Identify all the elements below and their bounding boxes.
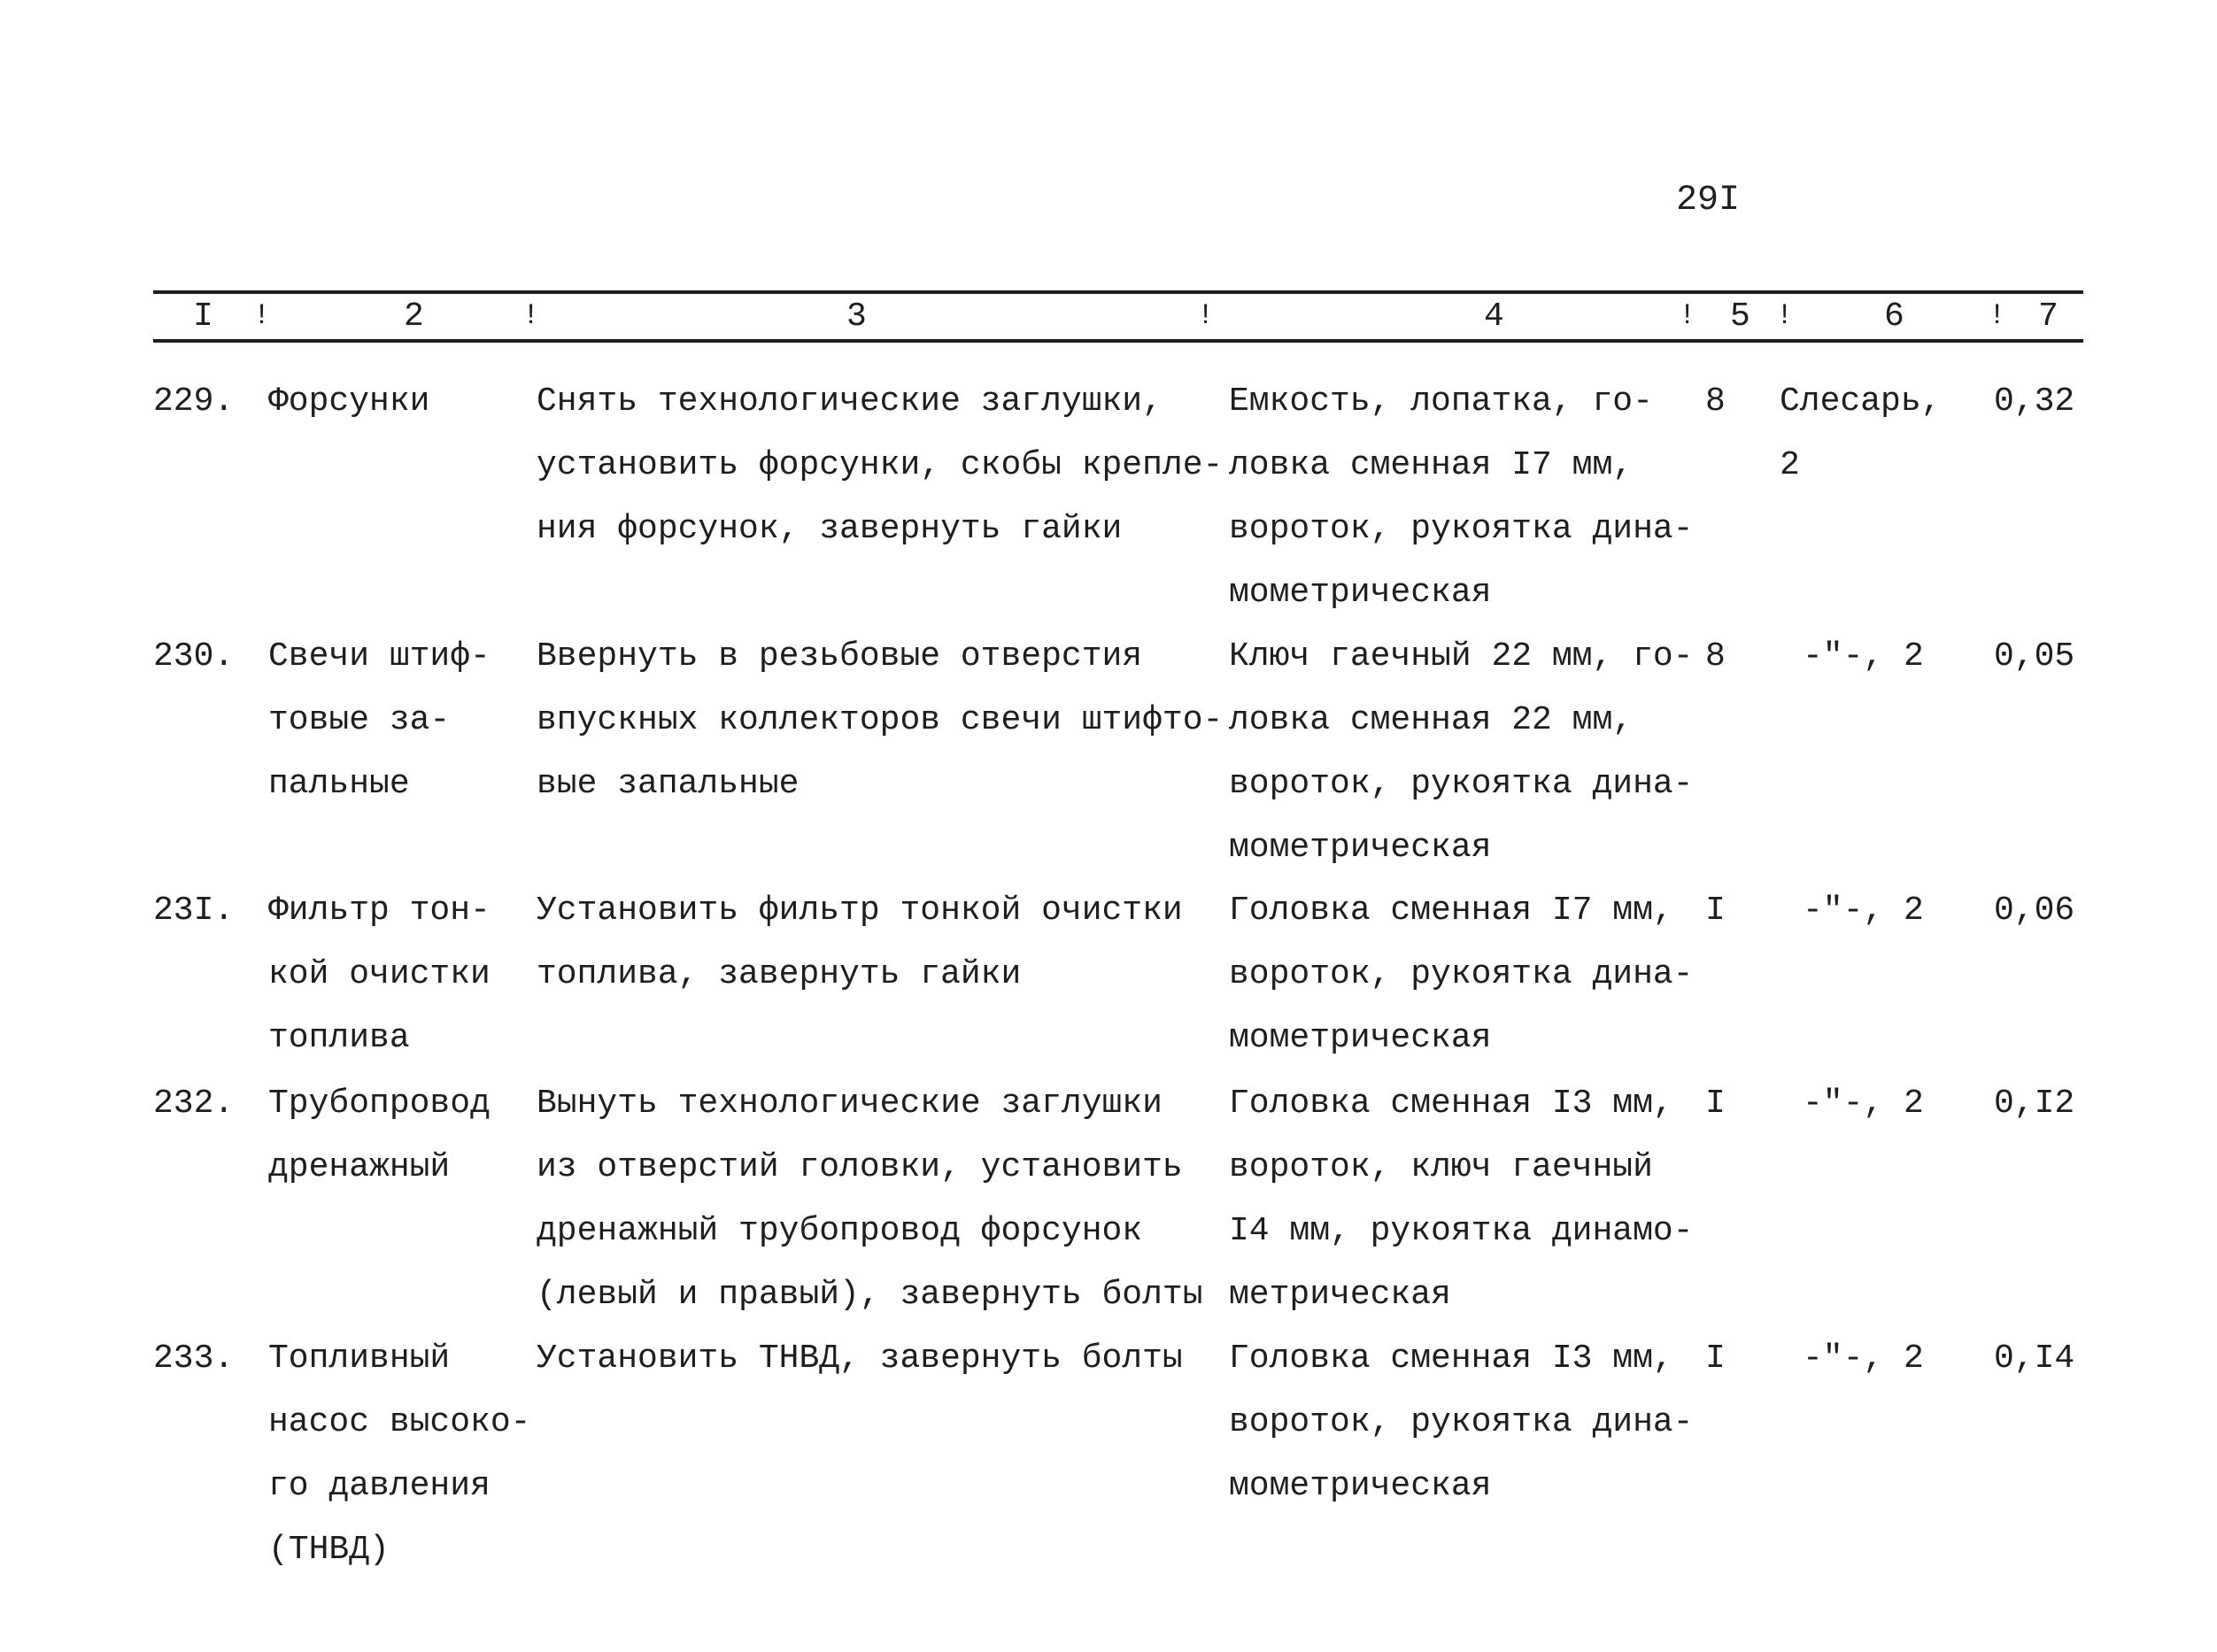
worker-category-line: 2	[1780, 446, 1800, 484]
tools-text	[1229, 625, 1694, 880]
item-name-line: (ТНВД)	[268, 1531, 390, 1569]
tools-text-line: вороток, рукоятка дина-	[1229, 1403, 1694, 1441]
col5-value: I	[1705, 1339, 1726, 1378]
header-separator: !	[1776, 299, 1794, 332]
item-name-line: насос высоко-	[268, 1403, 531, 1441]
item-name	[268, 879, 491, 1070]
header-col-4: 4	[1484, 297, 1504, 336]
col5-value: 8	[1705, 637, 1726, 675]
operation-text-line: Вынуть технологические заглушки	[537, 1085, 1163, 1123]
tools-text	[1229, 1327, 1694, 1518]
operation-text-line: топлива, завернуть гайки	[537, 955, 1022, 993]
tools-text-line: мометрическая	[1229, 1019, 1492, 1057]
row-number: 233.	[153, 1339, 235, 1378]
row-number: 232.	[153, 1085, 235, 1123]
tools-text-line: вороток, рукоятка дина-	[1229, 955, 1694, 993]
operation-text-line: установить форсунки, скобы крепле-	[537, 446, 1224, 484]
worker-category-line: -"-, 2	[1803, 1339, 1924, 1378]
tools-text-line: Головка сменная I3 мм,	[1229, 1085, 1673, 1123]
tools-text-line: мометрическая	[1229, 829, 1492, 867]
worker-category-line: -"-, 2	[1803, 637, 1924, 675]
tools-text-line: мометрическая	[1229, 1467, 1492, 1505]
operation-text-line: Установить ТНВД, завернуть болты	[537, 1339, 1183, 1378]
tools-text-line: вороток, рукоятка дина-	[1229, 765, 1694, 803]
header-col-3: 3	[846, 297, 867, 336]
tools-text-line: ловка сменная I7 мм,	[1229, 446, 1634, 484]
item-name-line: кой очистки	[268, 955, 491, 993]
header-col-1: I	[193, 297, 213, 336]
operation-text	[537, 370, 1223, 561]
worker-category	[1803, 1072, 1924, 1136]
worker-category-line: Слесарь,	[1780, 382, 1942, 421]
item-name	[268, 625, 491, 816]
tools-text-line: I4 мм, рукоятка динамо-	[1229, 1212, 1694, 1250]
header-separator: !	[1989, 299, 2006, 332]
operation-text-line: дренажный трубопровод форсунок	[537, 1212, 1143, 1250]
worker-category-line: -"-, 2	[1803, 892, 1924, 930]
header-bottom-rule	[153, 339, 2083, 343]
header-col-7: 7	[2038, 297, 2059, 336]
col5-value: I	[1705, 892, 1726, 930]
item-name-line: го давления	[268, 1467, 491, 1505]
item-name	[268, 370, 429, 434]
time-norm: 0,I4	[1994, 1339, 2075, 1378]
operation-text-line: Снять технологические заглушки,	[537, 382, 1163, 421]
operation-text-line: впускных коллекторов свечи штифто-	[537, 701, 1224, 739]
header-separator: !	[522, 299, 540, 332]
header-col-5: 5	[1730, 297, 1750, 336]
tools-text	[1229, 370, 1694, 625]
worker-category	[1803, 625, 1924, 689]
worker-category	[1803, 1327, 1924, 1391]
header-top-rule	[153, 290, 2083, 294]
operation-text-line: (левый и правый), завернуть болты	[537, 1276, 1203, 1314]
time-norm: 0,06	[1994, 892, 2075, 930]
worker-category	[1780, 370, 1941, 498]
item-name-line: Трубопровод	[268, 1085, 491, 1123]
header-col-6: 6	[1884, 297, 1904, 336]
operation-text-line: Установить фильтр тонкой очистки	[537, 892, 1183, 930]
item-name-line: топлива	[268, 1019, 410, 1057]
header-separator: !	[1197, 299, 1215, 332]
time-norm: 0,I2	[1994, 1085, 2075, 1123]
item-name-line: Форсунки	[268, 382, 430, 421]
operation-text-line: вые запальные	[537, 765, 800, 803]
operation-text	[537, 1327, 1183, 1391]
row-number: 229.	[153, 382, 235, 421]
operation-text	[537, 625, 1223, 816]
tools-text-line: вороток, ключ гаечный	[1229, 1148, 1653, 1186]
col5-value: I	[1705, 1085, 1726, 1123]
tools-text-line: Емкость, лопатка, го-	[1229, 382, 1653, 421]
header-separator: !	[253, 299, 271, 332]
header-col-2: 2	[404, 297, 424, 336]
item-name	[268, 1072, 491, 1200]
tools-text	[1229, 1072, 1694, 1327]
operation-text	[537, 879, 1183, 1007]
row-number: 23I.	[153, 892, 235, 930]
tools-text-line: вороток, рукоятка дина-	[1229, 510, 1694, 548]
tools-text-line: мометрическая	[1229, 574, 1492, 612]
page-number: 29I	[1676, 181, 1741, 220]
tools-text	[1229, 879, 1694, 1070]
col5-value: 8	[1705, 382, 1726, 421]
tools-text-line: Ключ гаечный 22 мм, го-	[1229, 637, 1694, 675]
time-norm: 0,05	[1994, 637, 2075, 675]
item-name-line: Фильтр тон-	[268, 892, 491, 930]
item-name-line: Свечи штиф-	[268, 637, 491, 675]
operation-text-line: ния форсунок, завернуть гайки	[537, 510, 1123, 548]
tools-text-line: Головка сменная I3 мм,	[1229, 1339, 1673, 1378]
operation-text-line: Ввернуть в резьбовые отверстия	[537, 637, 1143, 675]
operation-text-line: из отверстий головки, установить	[537, 1148, 1183, 1186]
item-name-line: пальные	[268, 765, 410, 803]
tools-text-line: Головка сменная I7 мм,	[1229, 892, 1673, 930]
tools-text-line: ловка сменная 22 мм,	[1229, 701, 1634, 739]
operation-text	[537, 1072, 1203, 1327]
item-name	[268, 1327, 530, 1582]
item-name-line: Топливный	[268, 1339, 451, 1378]
worker-category-line: -"-, 2	[1803, 1085, 1924, 1123]
tools-text-line: метрическая	[1229, 1276, 1451, 1314]
item-name-line: дренажный	[268, 1148, 451, 1186]
time-norm: 0,32	[1994, 382, 2075, 421]
worker-category	[1803, 879, 1924, 943]
row-number: 230.	[153, 637, 235, 675]
item-name-line: товые за-	[268, 701, 451, 739]
header-separator: !	[1679, 299, 1696, 332]
